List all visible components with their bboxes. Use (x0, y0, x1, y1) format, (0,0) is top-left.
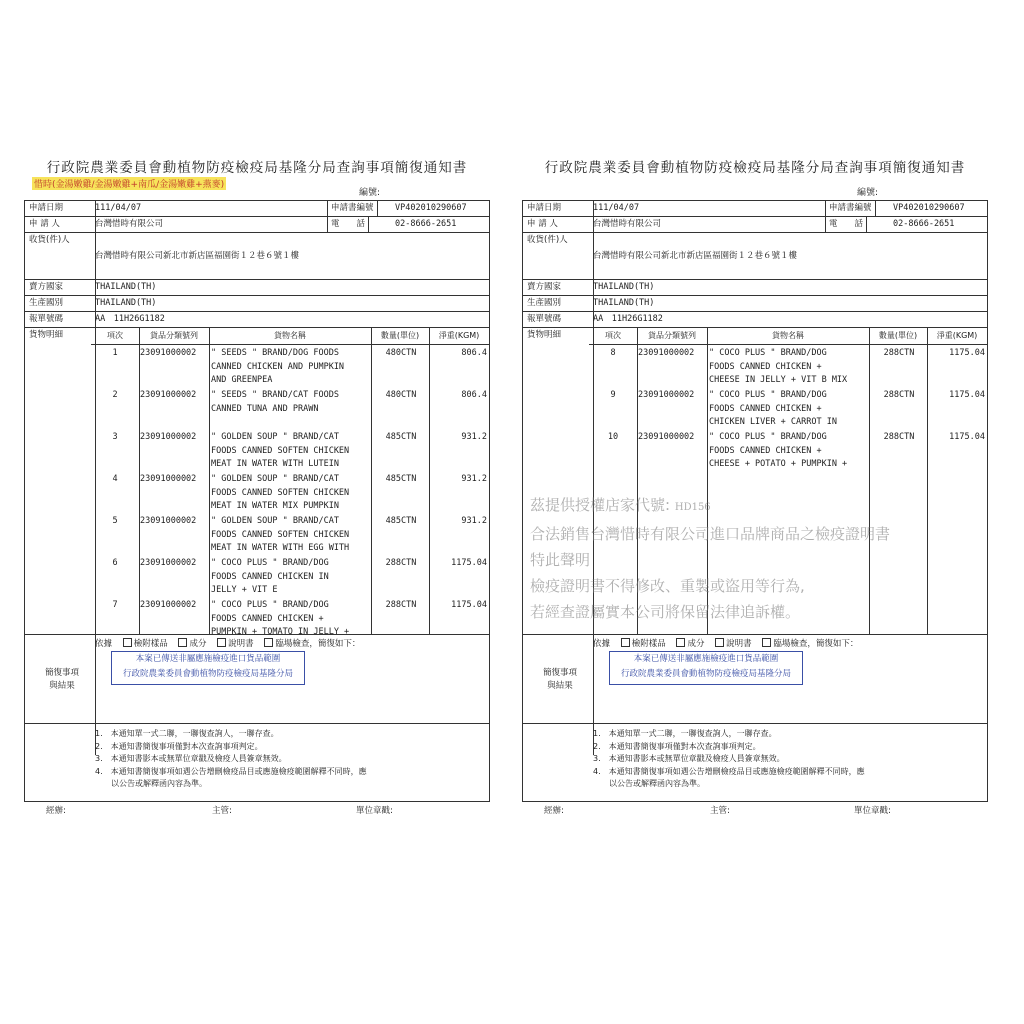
origin-country-value: THAILAND(TH) (95, 298, 157, 308)
row-reply (25, 635, 489, 724)
row-goods: 貨物明細 項次 貨品分類號列 貨物名稱 數量(單位) 淨重(KGM) 8 23091000002 " COCO PLUS " BRAND/DOG FOODS CANNED CHICKEN + CHEESE IN JELLY + VIT B MIX 288CTN 1175.04 9 23091000002 " COCO PLUS " BRAND/DOG FOODS CANNED CHICKEN + CHICKEN LIVER + CARROT IN 288CTN 1175.04 10 23091000002 " COCO PLUS " BRAND/DOG FOODS CANNED CHICKEN + CHEESE + POTATO + PUMPKIN + 288CTN 1175.04 (523, 328, 987, 635)
footer-supervisor: 主管: (212, 806, 232, 816)
item-number: 2 (112, 390, 118, 400)
checkbox-manual (217, 638, 226, 647)
footer-handler: 經辦: (46, 806, 66, 816)
blue-stamp: 本案已傳送非屬應施檢疫進口貨品範圍 行政院農業委員會動植物防疫檢疫局基隆分局 (111, 651, 305, 685)
seller-country-label: 賣方國家 (25, 280, 96, 295)
goods-table (91, 328, 489, 637)
item-weight: 931.2 (461, 516, 487, 526)
item-code: 23091000002 (140, 516, 197, 526)
row-origin-country (25, 296, 489, 312)
row-applicant: 申 請 人 台灣惜時有限公司 電 話 02-8666-2651 (523, 217, 987, 233)
item-weight: 1175.04 (451, 600, 487, 610)
item-description: " SEEDS " BRAND/DOG FOODS CANNED CHICKEN AND PUMPKIN AND GREENPEA (211, 348, 345, 385)
footer-unit-seal: 單位章戳: (854, 806, 891, 816)
header-qty: 數量(單位) (371, 328, 429, 345)
row-applicant (25, 217, 489, 233)
item-code: 23091000002 (140, 390, 197, 400)
notes-list: 1. 本通知單一式二聯，一聯復查詢人，一聯存查。 2. 本通知書簡復事項僅對本次查詢事項判定。 3. 本通知書影本或無單位章戳及檢疫人員簽章無效。 4. 本通知書簡復事項如遇公告增刪檢疫品目或應施檢疫範圍解釋不同時，應 以公告或解釋函內容為準。 (95, 729, 367, 788)
checkbox-inspection (762, 638, 771, 647)
row-seller-country (25, 280, 489, 296)
applicant-value: 台灣惜時有限公司 (95, 219, 164, 229)
blue-stamp: 本案已傳送非屬應施檢疫進口貨品範圍 行政院農業委員會動植物防疫檢疫局基隆分局 (609, 651, 803, 685)
item-description: " COCO PLUS " BRAND/DOG FOODS CANNED CHICKEN + CHEESE + POTATO + PUMPKIN + (709, 432, 848, 469)
item-quantity: 480CTN (385, 348, 417, 358)
footer-unit-seal: 單位章戳: (356, 806, 393, 816)
basis-line: 依據 檢附樣品 成分 說明書 臨場檢查，簡復如下： (593, 639, 859, 649)
row-seller-country: 賣方國家 THAILAND(TH) (523, 280, 987, 296)
header-item: 項次 (91, 328, 139, 345)
applicant-label: 申 請 人 (25, 217, 96, 232)
footer-handler: 經辦: (544, 806, 564, 816)
row-declaration (25, 312, 489, 328)
item-code: 23091000002 (638, 348, 695, 358)
document-title: 行政院農業委員會動植物防疫檢疫局基隆分局查詢事項簡復通知書 (544, 160, 966, 176)
item-weight: 1175.04 (949, 432, 985, 442)
item-description: " SEEDS " BRAND/CAT FOODS CANNED TUNA AND PRAWN (211, 390, 339, 414)
item-number: 3 (112, 432, 118, 442)
seller-country-value: THAILAND(TH) (95, 282, 157, 292)
item-quantity: 485CTN (385, 432, 417, 442)
item-number: 8 (610, 348, 616, 358)
item-quantity: 480CTN (385, 390, 417, 400)
app-no-label: 申請書編號 (327, 201, 378, 216)
reply-label: 簡復事項 與結果 (25, 635, 96, 755)
item-code: 23091000002 (638, 390, 695, 400)
item-code: 23091000002 (140, 600, 197, 610)
item-description: " GOLDEN SOUP " BRAND/CAT FOODS CANNED SOFTEN CHICKEN MEAT IN WATER WITH LUTEIN (211, 432, 350, 469)
quarantine-notice-left (24, 152, 490, 817)
row-notes (523, 724, 987, 800)
item-number: 5 (112, 516, 118, 526)
item-quantity: 485CTN (385, 474, 417, 484)
row-declaration: 報單號碼 AA 11H26G1182 (523, 312, 987, 328)
item-weight: 1175.04 (949, 348, 985, 358)
header-code: 貨品分類號列 (139, 328, 209, 345)
goods-label: 貨物明細 (25, 328, 96, 634)
checkbox-sample (621, 638, 630, 647)
notes-list: 1. 本通知單一式二聯，一聯復查詢人，一聯存查。 2. 本通知書簡復事項僅對本次查詢事項判定。 3. 本通知書影本或無單位章戳及檢疫人員簽章無效。 4. 本通知書簡復事項如遇公告增刪檢疫品目或應施檢疫範圍解釋不同時，應 以公告或解釋函內容為準。 (593, 729, 865, 788)
item-quantity: 288CTN (385, 600, 417, 610)
item-code: 23091000002 (140, 348, 197, 358)
row-receiver: 收貨(件)人 台灣惜時有限公司新北市新店區福園街１２巷６號１樓 (523, 233, 987, 280)
tel-label: 電 話 (327, 217, 369, 232)
declaration-value: AA 11H26G1182 (95, 314, 165, 324)
apply-date-label: 申請日期 (25, 201, 96, 216)
item-quantity: 288CTN (883, 348, 915, 358)
item-quantity: 288CTN (883, 432, 915, 442)
item-number: 9 (610, 390, 616, 400)
quarantine-notice-right (522, 152, 988, 817)
document-title: 行政院農業委員會動植物防疫檢疫局基隆分局查詢事項簡復通知書 (46, 160, 468, 176)
item-weight: 1175.04 (949, 390, 985, 400)
item-weight: 806.4 (461, 348, 487, 358)
item-code: 23091000002 (140, 432, 197, 442)
item-description: " COCO PLUS " BRAND/DOG FOODS CANNED CHICKEN IN JELLY + VIT E (211, 558, 329, 595)
checkbox-inspection (264, 638, 273, 647)
origin-country-label: 生產國別 (25, 296, 96, 311)
form-grid (24, 200, 490, 802)
item-quantity: 288CTN (883, 390, 915, 400)
app-no-value: VP402010290607 (395, 203, 467, 213)
item-number: 10 (607, 432, 619, 442)
item-number: 4 (112, 474, 118, 484)
row-notes (25, 724, 489, 800)
item-code: 23091000002 (140, 474, 197, 484)
item-description: " COCO PLUS " BRAND/DOG FOODS CANNED CHICKEN + CHICKEN LIVER + CARROT IN (709, 390, 837, 427)
row-origin-country: 生產國別 THAILAND(TH) (523, 296, 987, 312)
item-number: 6 (112, 558, 118, 568)
receiver-value: 台灣惜時有限公司新北市新店區福園街１２巷６號１樓 (95, 251, 300, 261)
item-weight: 1175.04 (451, 558, 487, 568)
item-number: 7 (112, 600, 118, 610)
row-apply-date (25, 201, 489, 217)
apply-date-value: 111/04/07 (95, 203, 142, 213)
item-code: 23091000002 (140, 558, 197, 568)
item-quantity: 485CTN (385, 516, 417, 526)
item-description: " COCO PLUS " BRAND/DOG FOODS CANNED CHICKEN + PUMPKIN + TOMATO IN JELLY + (211, 600, 350, 637)
authorization-watermark: 茲提供授權店家代號: HD156 合法銷售台灣惜時有限公司進口品牌商品之檢疫證明書 特此聲明 檢疫證明書不得修改、重製或盜用等行為, 若經查證屬實本公司將保留法律追訴權。 (530, 496, 891, 621)
receiver-label: 收貨(件)人 (25, 233, 96, 279)
store-code: HD156 (674, 502, 711, 513)
item-weight: 931.2 (461, 432, 487, 442)
row-receiver (25, 233, 489, 280)
basis-line: 依據 檢附樣品 成分 說明書 臨場檢查，簡復如下： (95, 639, 361, 649)
checkbox-manual (715, 638, 724, 647)
product-highlight: 惜時(金湯嫩雞/金湯嫩雞+南瓜/金湯嫩雞+燕麥) (32, 177, 226, 190)
row-goods (25, 328, 489, 635)
header-name: 貨物名稱 (209, 328, 371, 345)
serial-label: 編號: (856, 188, 878, 198)
item-weight: 931.2 (461, 474, 487, 484)
serial-label: 編號: (358, 188, 380, 198)
row-apply-date: 申請日期 111/04/07 申請書編號 VP402010290607 (523, 201, 987, 217)
checkbox-ingredient (676, 638, 685, 647)
checkbox-ingredient (178, 638, 187, 647)
item-description: " COCO PLUS " BRAND/DOG FOODS CANNED CHICKEN + CHEESE IN JELLY + VIT B MIX (709, 348, 848, 385)
header-weight: 淨重(KGM) (429, 328, 489, 345)
item-quantity: 288CTN (385, 558, 417, 568)
item-code: 23091000002 (638, 432, 695, 442)
item-description: " GOLDEN SOUP " BRAND/CAT FOODS CANNED SOFTEN CHICKEN MEAT IN WATER WITH EGG WITH (211, 516, 350, 553)
declaration-label: 報單號碼 (25, 312, 96, 327)
row-reply: 簡復事項 與結果 依據 檢附樣品 成分 說明書 臨場檢查，簡復如下： 本案已傳送非屬應施檢疫進口貨品範圍 行政院農業委員會動植物防疫檢疫局基隆分局 (523, 635, 987, 724)
footer-supervisor: 主管: (710, 806, 730, 816)
tel-value: 02-8666-2651 (395, 219, 457, 229)
item-weight: 806.4 (461, 390, 487, 400)
checkbox-sample (123, 638, 132, 647)
goods-table: 項次 貨品分類號列 貨物名稱 數量(單位) 淨重(KGM) 8 23091000002 " COCO PLUS " BRAND/DOG FOODS CANNED CHICKEN + CHEESE IN JELLY + VIT B MIX 288CTN 1175.04 9 23091000002 " COCO PLUS " BRAND/DOG FOODS CANNED CHICKEN + CHICKEN LIVER + CARROT IN 288CTN 1175.04 10 23091000002 " COCO PLUS " BRAND/DOG FOODS CANNED CHICKEN + CHEESE + POTATO + PUMPKIN + 288CTN 1175.04 (589, 328, 987, 634)
item-number: 1 (112, 348, 118, 358)
item-description: " GOLDEN SOUP " BRAND/CAT FOODS CANNED SOFTEN CHICKEN MEAT IN WATER MIX PUMPKIN (211, 474, 350, 511)
